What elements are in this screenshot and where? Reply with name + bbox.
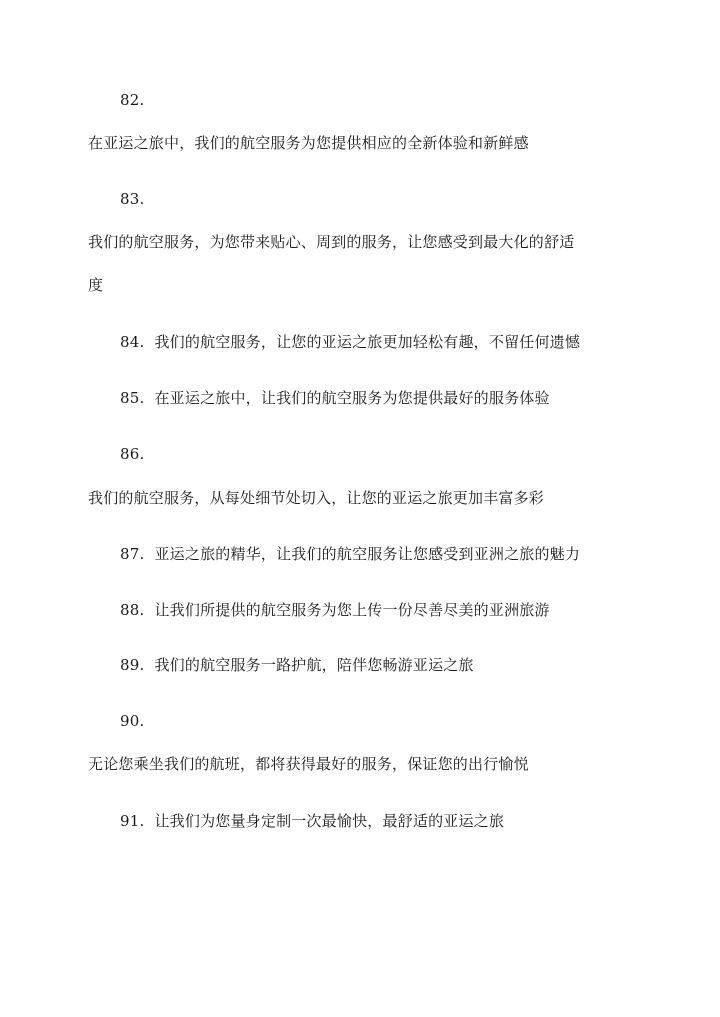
item-85-number: 85. (120, 389, 145, 407)
item-88 (120, 600, 550, 620)
item-89-text: 我们的航空服务一路护航，陪伴您畅游亚运之旅 (154, 656, 474, 674)
item-86-text: 我们的航空服务，从每处细节处切入，让您的亚运之旅更加丰富多彩 (88, 489, 545, 507)
item-91-text: 让我们为您量身定制一次最愉快，最舒适的亚运之旅 (154, 812, 505, 830)
item-88-number: 88. (120, 601, 145, 619)
item-90-text: 无论您乘坐我们的航班，都将获得最好的服务，保证您的出行愉悦 (88, 755, 529, 773)
item-83-text-line1: 我们的航空服务，为您带来贴心、周到的服务，让您感受到最大化的舒适 (88, 233, 575, 251)
item-84-text: 我们的航空服务，让您的亚运之旅更加轻松有趣，不留任何遗憾 (154, 333, 581, 351)
item-85-text: 在亚运之旅中，让我们的航空服务为您提供最好的服务体验 (154, 389, 550, 407)
item-87 (120, 544, 580, 564)
item-83-text-line2: 度 (88, 276, 104, 294)
item-89 (120, 655, 474, 675)
item-87-text: 亚运之旅的精华，让我们的航空服务让您感受到亚洲之旅的魅力 (154, 545, 581, 563)
item-87-number: 87. (120, 545, 145, 563)
item-84 (120, 332, 580, 352)
item-82-text: 在亚运之旅中，我们的航空服务为您提供相应的全新体验和新鲜感 (88, 134, 529, 152)
item-84-number: 84. (120, 333, 145, 351)
item-82-number: 82. (120, 91, 145, 109)
item-86-number: 86. (120, 445, 145, 463)
item-91-number: 91. (120, 812, 145, 830)
item-85 (120, 388, 550, 408)
item-83-number: 83. (120, 190, 145, 208)
item-90-number: 90. (120, 712, 145, 730)
item-91 (120, 811, 504, 831)
item-88-text: 让我们所提供的航空服务为您上传一份尽善尽美的亚洲旅游 (154, 601, 550, 619)
item-89-number: 89. (120, 656, 145, 674)
